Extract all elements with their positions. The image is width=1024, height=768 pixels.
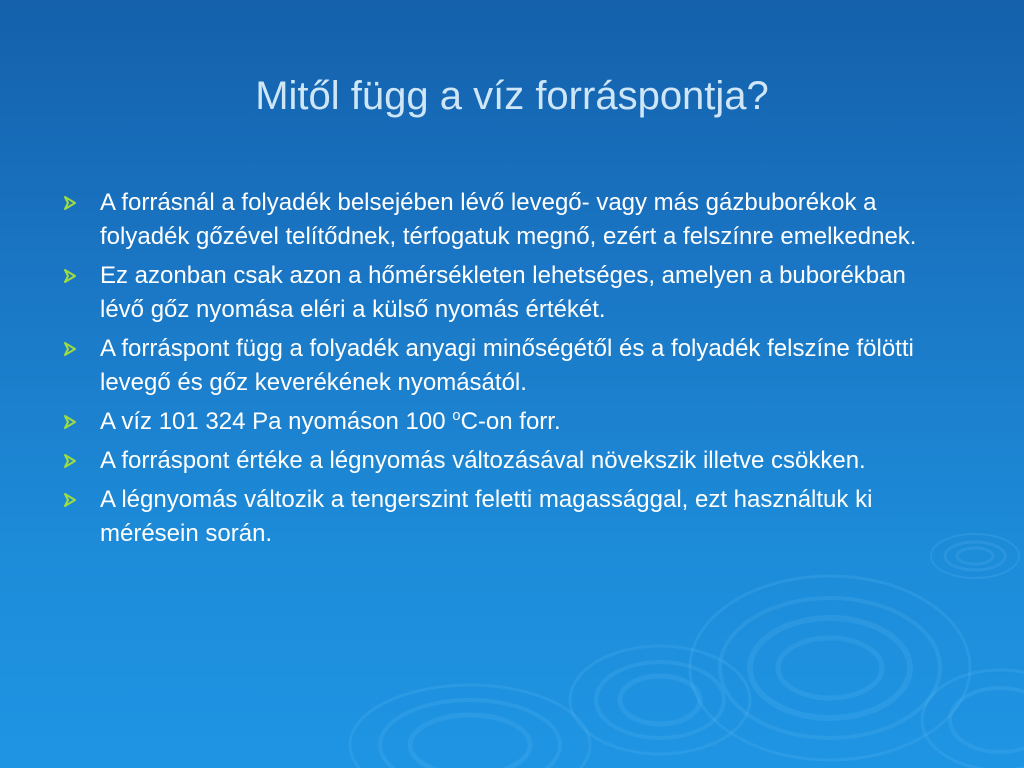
bullet-item [62, 186, 942, 254]
arrow-bullet-icon [62, 341, 78, 357]
arrow-bullet-icon [62, 268, 78, 284]
bullet-item [62, 444, 942, 478]
bullet-item [62, 259, 942, 327]
arrow-bullet-icon [62, 195, 78, 211]
bullet-text: A forráspont értéke a légnyomás változásával növekszik illetve csökken. [100, 447, 866, 474]
bullet-list [62, 186, 942, 556]
bullet-text: Ez azonban csak azon a hőmérsékleten lehetséges, amelyen a buborékban lévő gőz nyomása eléri a külső nyomás értékét. [100, 262, 906, 323]
bullet-item [62, 332, 942, 400]
degree-superscript: o [452, 407, 461, 424]
bullet-text: A légnyomás változik a tengerszint feletti magassággal, ezt használtuk ki mérésein során. [100, 486, 873, 547]
bullet-text: A forráspont függ a folyadék anyagi minőségétől és a folyadék felszíne fölötti levegő és gőz keverékének nyomásától. [100, 335, 914, 396]
arrow-bullet-icon [62, 492, 78, 508]
bullet-item [62, 483, 942, 551]
arrow-bullet-icon [62, 414, 78, 430]
bullet-text: A forrásnál a folyadék belsejében lévő levegő- vagy más gázbuborékok a folyadék gőzével telítődnek, térfogatuk megnő, ezért a felszínre emelkednek. [100, 189, 917, 250]
bullet-text-before: A víz 101 324 Pa nyomáson 100 [100, 408, 453, 435]
bullet-item [62, 405, 942, 439]
bullet-text [100, 408, 561, 435]
bullet-text-after: C-on forr. [460, 408, 561, 435]
arrow-bullet-icon [62, 453, 78, 469]
slide-title: Mitől függ a víz forráspontja? [255, 74, 769, 118]
